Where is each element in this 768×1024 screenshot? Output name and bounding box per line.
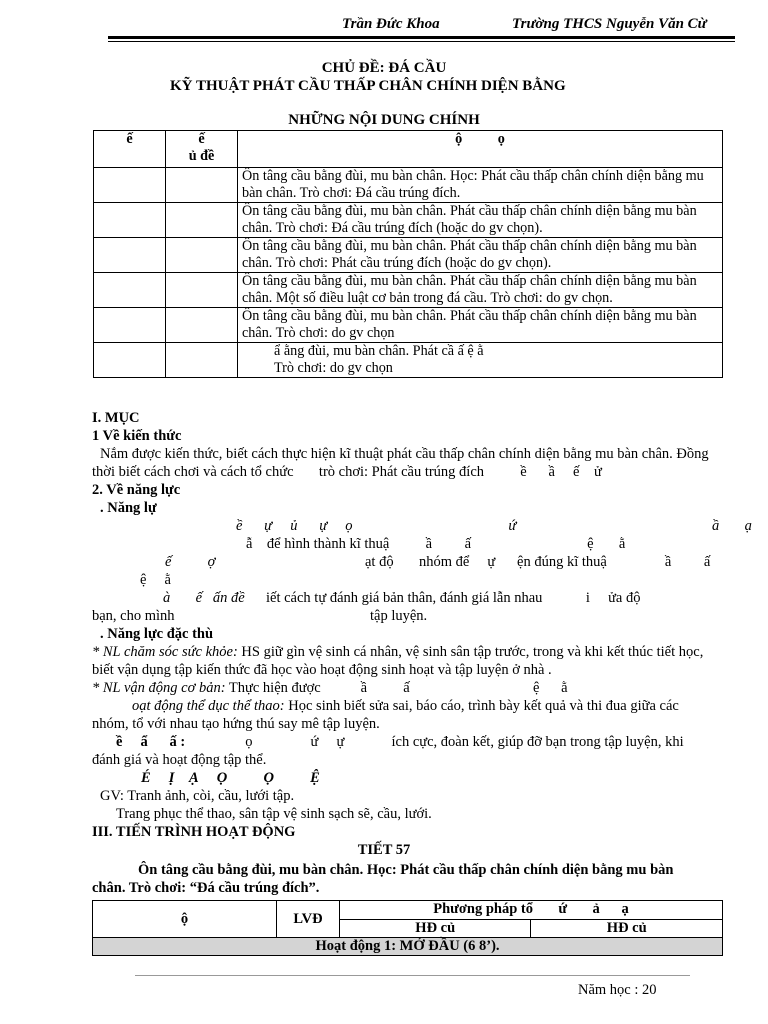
section-2-heading: 2. Về năng lực bbox=[92, 482, 181, 498]
competence-line-3b: ạt độ nhóm để ự ện đúng kĩ thuậ ầ ấ bbox=[365, 554, 711, 570]
sport-activity-line bbox=[132, 698, 679, 715]
sport-activity-text: Học sinh biết sửa sai, báo cáo, trình bày kết quả và thi đua giữa các bbox=[284, 698, 679, 714]
lesson-description-2: chân. Trò chơi: “Đá cầu trúng đích”. bbox=[92, 880, 320, 896]
competence-line-2: ẫ để hình thành kĩ thuậ ầ ấ ệ ằ bbox=[246, 536, 626, 552]
header-author: Trần Đức Khoa bbox=[342, 16, 440, 32]
basic-movement-label: * NL vận động cơ bản: bbox=[92, 680, 226, 696]
section-3-heading: III. TIẾN TRÌNH HOẠT ĐỘNG bbox=[92, 824, 296, 840]
section-1-heading: I. MỤC bbox=[92, 410, 140, 426]
activity-table bbox=[92, 900, 723, 956]
quality-label: ề ẩ ấ : bbox=[116, 734, 186, 750]
quality-line-2: đánh giá và hoạt động tập thể. bbox=[92, 752, 267, 768]
main-content-title: NHỮNG NỘI DUNG CHÍNH bbox=[288, 112, 480, 128]
row-content: Ôn tâng cầu bằng đùi, mu bàn chân. Phát cầu thấp chân chính diện bằng mu bàn chân. Trò chơi: Đá cầu trúng đích (hoặc do gv chọn). bbox=[238, 203, 723, 238]
competence-line-6b: tập luyện. bbox=[370, 608, 428, 624]
header-cell-2: ế ủ đề bbox=[166, 131, 238, 168]
row-content: Ôn tâng cầu bằng đùi, mu bàn chân. Phát cầu thấp chân chính diện bằng mu bàn chân. Trò chơi: do gv chọn bbox=[238, 308, 723, 343]
activity-sub-teacher: HĐ củ bbox=[340, 919, 531, 938]
row-content: Ôn tâng cầu bằng đùi, mu bàn chân. Học: Phát cầu thấp chân chính diện bằng mu bàn chân. Trò chơi: Đá cầu trúng đích. bbox=[238, 168, 723, 203]
table-row bbox=[94, 168, 723, 203]
health-care-text: HS giữ gìn vệ sinh cá nhân, vệ sinh sân tập trước, trong và khi kết thúc tiết học, bbox=[237, 644, 704, 660]
activity-col-method: Phương pháp tổ ứ ả ạ bbox=[340, 901, 723, 920]
header-cell-1: ế bbox=[94, 131, 166, 168]
topic-subtitle: KỸ THUẬT PHÁT CẦU THẤP CHÂN CHÍNH DIỆN BẰNG bbox=[170, 78, 566, 94]
activity-1-title: Hoạt động 1: MỞ ĐẦU (6 8’). bbox=[93, 938, 723, 956]
basic-movement-text: Thực hiện được ầ ấ ệ ằ bbox=[225, 680, 568, 696]
activity-row bbox=[93, 938, 723, 956]
table-header-row bbox=[94, 131, 723, 168]
competence-line-3a: ế ợ bbox=[165, 554, 216, 570]
student-equipment: Trang phục thể thao, sân tập vệ sinh sạch sẽ, cầu, lưới. bbox=[116, 806, 432, 822]
row-content: Ôn tâng cầu bằng đùi, mu bàn chân. Phát cầu thấp chân chính diện bằng mu bàn chân. Một số điều luật cơ bản trong đá cầu. Trò chơi: do gv chọn. bbox=[238, 273, 723, 308]
specific-competence-heading: . Năng lực đặc thù bbox=[100, 626, 214, 642]
quality-text: ọ ứ ự ích cực, đoàn kết, giúp đỡ bạn trong tập luyện, khi bbox=[245, 734, 684, 750]
competence-line-5b: iết cách tự đánh giá bản thân, đánh giá lẫn nhau i ửa độ bbox=[266, 590, 641, 606]
equipment-heading: É Ị Ạ Ọ Ọ Ệ bbox=[141, 770, 320, 786]
competence-line-4: ệ ằ bbox=[140, 572, 171, 588]
knowledge-text-1: Nắm được kiến thức, biết cách thực hiện kĩ thuật phát cầu thấp chân chính diện bằng mu bàn chân. Đồng bbox=[100, 446, 709, 462]
header-school: Trường THCS Nguyễn Văn Cừ bbox=[512, 16, 707, 32]
quality-line bbox=[116, 734, 684, 751]
header-cell-3: ộ ọ bbox=[238, 131, 723, 168]
basic-movement-line bbox=[92, 680, 568, 697]
footer-rule bbox=[135, 975, 690, 976]
competence-line-1: ề ự ủ ự ọ ứ ầ ạ bbox=[236, 518, 752, 534]
activity-col-content: ộ bbox=[93, 901, 277, 938]
health-care-label: * NL chăm sóc sức khỏe: bbox=[92, 644, 238, 660]
activity-header-row bbox=[93, 901, 723, 920]
teacher-equipment: GV: Tranh ảnh, còi, cầu, lưới tập. bbox=[100, 788, 295, 804]
table-row bbox=[94, 343, 723, 378]
header-rule-thin bbox=[108, 41, 735, 42]
competence-line-6a: bạn, cho mình bbox=[92, 608, 175, 624]
health-care-line-2: biết vận dụng tập kiến thức đã học vào hoạt động sinh hoạt và tập luyện ở nhà . bbox=[92, 662, 552, 678]
table-row bbox=[94, 238, 723, 273]
header-rule-thick bbox=[108, 36, 735, 39]
lesson-description-1: Ôn tâng cầu bằng đùi, mu bàn chân. Học: Phát cầu thấp chân chính diện bằng mu bàn bbox=[138, 862, 674, 878]
activity-sub-student: HĐ củ bbox=[531, 919, 723, 938]
table-row bbox=[94, 273, 723, 308]
lesson-plan-table bbox=[93, 130, 723, 378]
health-care-line bbox=[92, 644, 703, 661]
general-competence-heading: . Năng lự bbox=[100, 500, 157, 516]
section-1-1-heading: 1 Về kiến thức bbox=[92, 428, 182, 444]
lesson-number: TIẾT 57 bbox=[357, 842, 411, 858]
footer-school-year: Năm học : 20 bbox=[578, 982, 657, 998]
table-row bbox=[94, 308, 723, 343]
row-content: ẩ ằng đùi, mu bàn chân. Phát cầ ấ ệ ằ Trò chơi: do gv chọn bbox=[238, 343, 723, 378]
activity-col-lvd: LVĐ bbox=[277, 901, 340, 938]
sport-activity-line-2: nhóm, tổ với nhau tạo hứng thú say mê tập luyện. bbox=[92, 716, 380, 732]
row-content: Ôn tâng cầu bằng đùi, mu bàn chân. Phát cầu thấp chân chính diện bằng mu bàn chân. Trò chơi: Phát cầu trúng đích (hoặc do gv chọn). bbox=[238, 238, 723, 273]
sport-activity-label: oạt động thể dục thể thao: bbox=[132, 698, 285, 714]
knowledge-text-2: thời biết cách chơi và cách tổ chức trò chơi: Phát cầu trúng đích ề ầ ế ử bbox=[92, 464, 602, 480]
topic-title: CHỦ ĐỀ: ĐÁ CẦU bbox=[321, 60, 447, 76]
competence-line-5a: à ế ấn đề bbox=[163, 590, 245, 606]
table-row bbox=[94, 203, 723, 238]
